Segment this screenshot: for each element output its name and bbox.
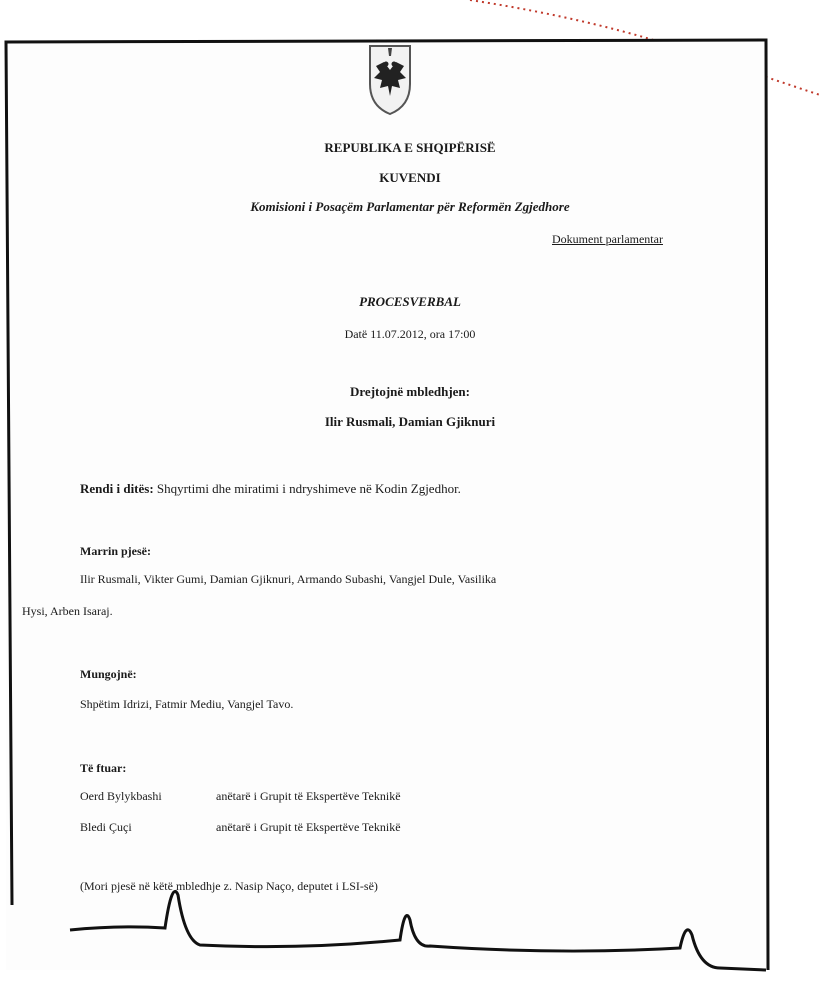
agenda-label: Rendi i ditës:	[80, 481, 154, 496]
agenda-line	[80, 481, 461, 497]
chairs-names: Ilir Rusmali, Damian Gjiknuri	[324, 414, 496, 429]
attendees-line-2: Hysi, Arben Isaraj.	[22, 604, 113, 618]
albanian-coat-of-arms-icon	[368, 40, 412, 116]
country-heading: REPUBLIKA E SHQIPËRISË	[324, 140, 496, 155]
attendance-note: (Mori pjesë në këtë mbledhje z. Nasip Naço, deputet i LSI-së)	[80, 879, 378, 893]
attendees-label: Marrin pjesë:	[80, 544, 151, 558]
absent-text: Shpëtim Idrizi, Fatmir Mediu, Vangjel Tavo.	[80, 697, 294, 711]
document-type-label: Dokument parlamentar	[552, 232, 663, 246]
agenda-text: Shqyrtimi dhe miratimi i ndryshimeve në Kodin Zgjedhor.	[153, 481, 461, 496]
absent-label: Mungojnë:	[80, 667, 137, 681]
invited-role-2: anëtarë i Grupit të Ekspertëve Teknikë	[216, 820, 401, 834]
chairs-label: Drejtojnë mbledhjen:	[350, 384, 470, 399]
minutes-date: Datë 11.07.2012, ora 17:00	[344, 327, 476, 341]
invited-label: Të ftuar:	[80, 761, 127, 775]
invited-name-1: Oerd Bylykbashi	[80, 789, 162, 803]
invited-role-1: anëtarë i Grupit të Ekspertëve Teknikë	[216, 789, 401, 803]
commission-heading: Komisioni i Posaçëm Parlamentar për Reformën Zgjedhore	[250, 199, 570, 214]
institution-heading: KUVENDI	[379, 170, 441, 185]
attendees-line-1: Ilir Rusmali, Vikter Gumi, Damian Gjiknuri, Armando Subashi, Vangjel Dule, Vasilika	[80, 572, 497, 586]
minutes-title: PROCESVERBAL	[359, 294, 461, 309]
invited-name-2: Bledi Çuçi	[80, 820, 132, 834]
